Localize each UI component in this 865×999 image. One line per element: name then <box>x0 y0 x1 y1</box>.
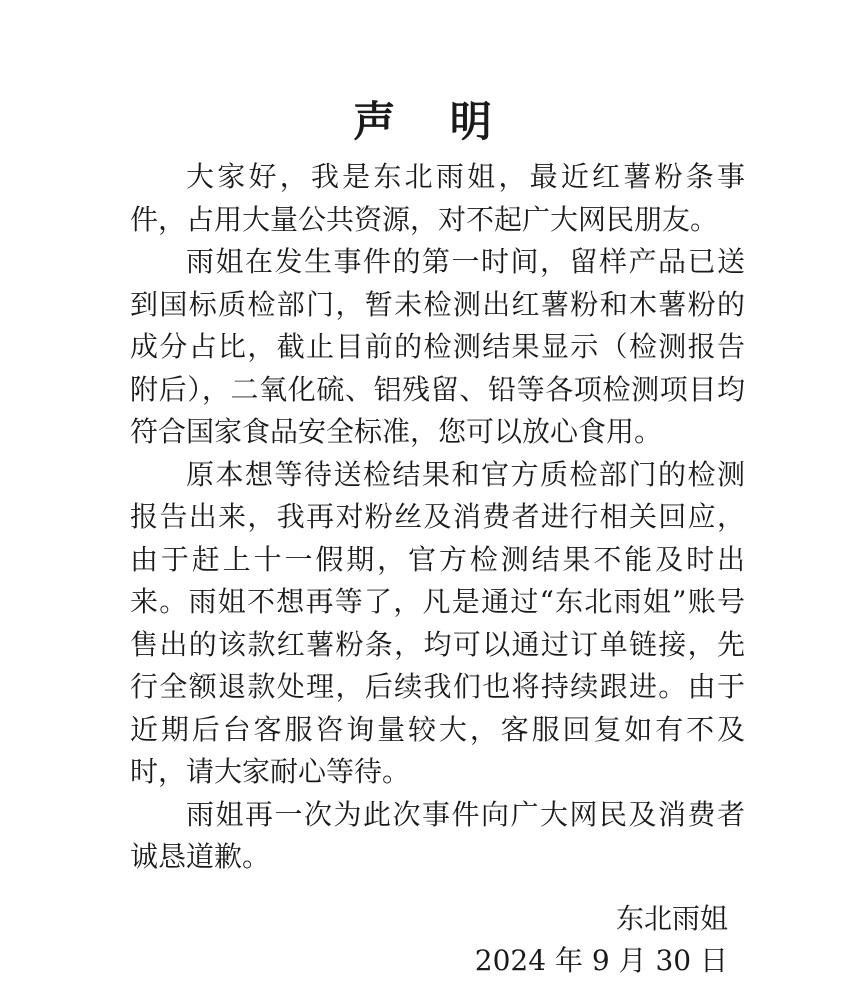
paragraph-inspection-results: 雨姐在发生事件的第一时间，留样产品已送到国标质检部门，暂未检测出红薯粉和木薯粉的成分占比，截止目前的检测结果显示（检测报告附后），二氧化硫、铝残留、铅等各项检测项目均符合国家食品安全标准，您可以放心食用。 <box>130 245 745 448</box>
document-title: 声 明 <box>353 97 512 146</box>
signature: 东北雨姐 <box>615 902 728 935</box>
statement-body <box>130 156 745 879</box>
paragraph-refund-policy: 原本想等待送检结果和官方质检部门的检测报告出来，我再对粉丝及消费者进行相关回应，由于赶上十一假期，官方检测结果不能及时出来。雨姐不想再等了，凡是通过“东北雨姐”账号售出的该款红薯粉条，均可以通过订单链接，先行全额退款处理，后续我们也将持续跟进。由于近期后台客服咨询量较大，客服回复如有不及时，请大家耐心等待。 <box>130 457 745 788</box>
paragraph-apology-intro: 大家好，我是东北雨姐，最近红薯粉条事件，占用大量公共资源，对不起广大网民朋友。 <box>130 160 745 236</box>
paragraph-final-apology: 雨姐再一次为此次事件向广大网民及消费者诚恳道歉。 <box>130 797 745 873</box>
statement-date: 2024 年 9 月 30 日 <box>474 944 728 977</box>
